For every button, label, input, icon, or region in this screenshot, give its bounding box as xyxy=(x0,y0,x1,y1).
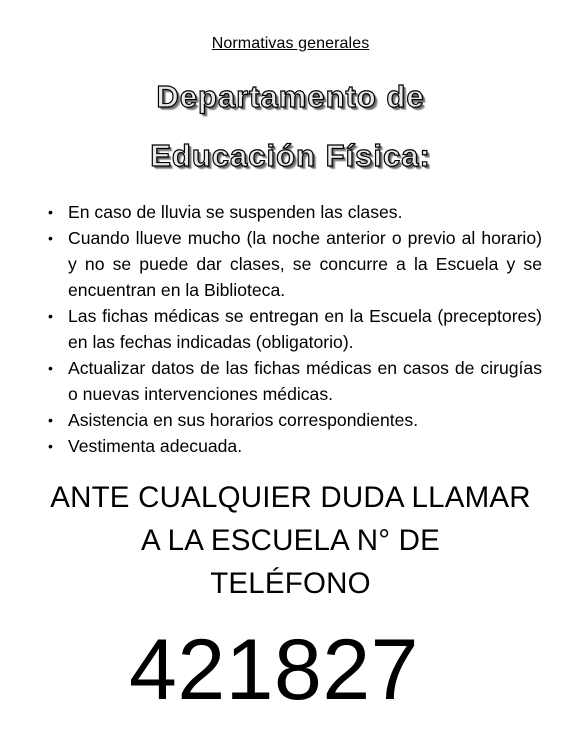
bullet-icon: • xyxy=(48,438,53,454)
bullet-icon: • xyxy=(48,230,53,246)
rule-text: Actualizar datos de las fichas médicas en casos de cirugías o nuevas intervenciones médicas. xyxy=(68,358,542,404)
rule-item xyxy=(44,199,542,225)
rules-list xyxy=(44,199,542,459)
contact-line-3: TELÉFONO xyxy=(210,567,371,600)
rule-item xyxy=(44,355,542,407)
document-title-line-2: Educación Física: xyxy=(150,138,431,173)
rule-item xyxy=(44,407,542,433)
contact-line-1: ANTE CUALQUIER DUDA LLAMAR xyxy=(50,481,531,514)
bullet-icon: • xyxy=(48,412,53,428)
bullet-icon: • xyxy=(48,360,53,376)
contact-notice xyxy=(0,476,581,605)
bullet-icon: • xyxy=(48,204,53,220)
rule-item xyxy=(44,303,542,355)
rule-item xyxy=(44,225,542,303)
contact-line-2: A LA ESCUELA N° DE xyxy=(140,524,441,557)
rule-text: Las fichas médicas se entregan en la Escuela (preceptores) en las fechas indicadas (obligatorio). xyxy=(68,306,542,352)
rule-text: En caso de lluvia se suspenden las clases. xyxy=(68,202,403,222)
phone-number: 421827 xyxy=(129,622,419,718)
rule-text: Asistencia en sus horarios correspondientes. xyxy=(68,410,419,430)
bullet-icon: • xyxy=(48,308,53,324)
document-title-line-1: Departamento de xyxy=(156,79,425,114)
rule-item xyxy=(44,433,542,459)
rule-text: Vestimenta adecuada. xyxy=(68,436,243,456)
document-subtitle: Normativas generales xyxy=(211,35,370,52)
rule-text: Cuando llueve mucho (la noche anterior o previo al horario) y no se puede dar clases, se concurre a la Escuela y se encuentran en la Biblioteca. xyxy=(68,228,542,300)
